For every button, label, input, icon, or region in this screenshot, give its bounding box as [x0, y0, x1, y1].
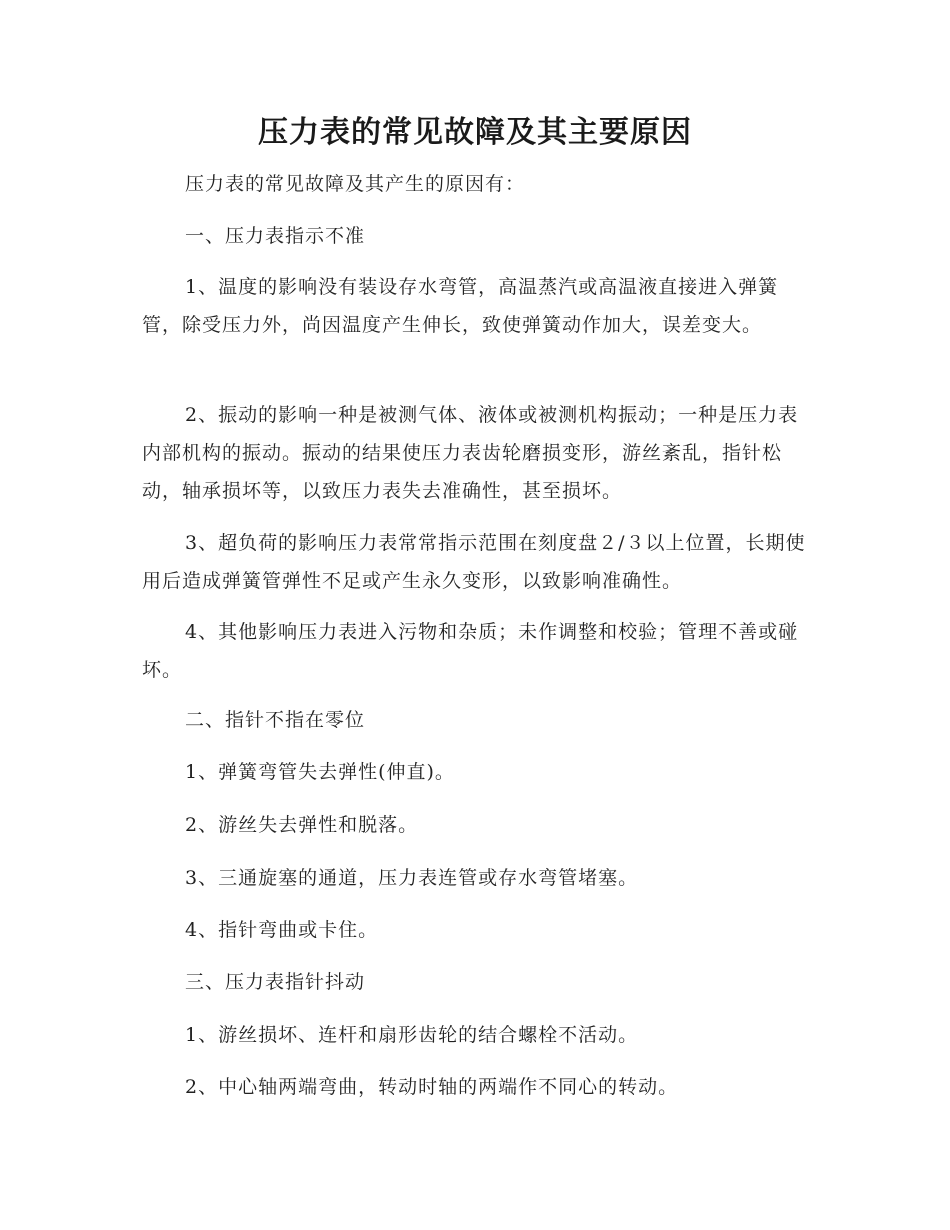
section-heading-3: 三、压力表指针抖动	[185, 971, 366, 993]
section-1-item-1: 1、温度的影响没有装设存水弯管，高温蒸汽或高温液直接进入弹簧管，除受压力外，尚因温度产生伸长，致使弹簧动作加大，误差变大。	[142, 276, 779, 336]
section-3-item-1: 1、游丝损坏、连杆和扇形齿轮的结合螺栓不活动。	[185, 1024, 639, 1046]
section-2-item-4: 4、指针弯曲或卡住。	[185, 919, 379, 941]
section-1-item-3: 3、超负荷的影响压力表常常指示范围在刻度盘２/３以上位置，长期使用后造成弹簧管弹性不足或产生永久变形，以致影响准确性。	[142, 532, 806, 592]
section-1-item-2: 2、振动的影响一种是被测气体、液体或被测机构振动；一种是压力表内部机构的振动。振动的结果使压力表齿轮磨损变形，游丝紊乱，指针松动，轴承损坏等，以致压力表失去准确性，甚至损坏。	[142, 404, 799, 502]
section-2-item-2: 2、游丝失去弹性和脱落。	[185, 814, 419, 836]
section-2-item-1: 1、弹簧弯管失去弹性(伸直)。	[185, 761, 455, 783]
section-2-item-3: 3、三通旋塞的通道，压力表连管或存水弯管堵塞。	[185, 867, 639, 889]
section-1-item-4: 4、其他影响压力表进入污物和杂质；未作调整和校验；管理不善或碰坏。	[142, 621, 799, 681]
document-title: 压力表的常见故障及其主要原因	[258, 115, 692, 150]
intro-paragraph: 压力表的常见故障及其产生的原因有：	[185, 173, 526, 195]
section-3-item-2: 2、中心轴两端弯曲，转动时轴的两端作不同心的转动。	[185, 1076, 679, 1098]
section-heading-2: 二、指针不指在零位	[185, 709, 366, 731]
section-heading-1: 一、压力表指示不准	[185, 225, 366, 247]
